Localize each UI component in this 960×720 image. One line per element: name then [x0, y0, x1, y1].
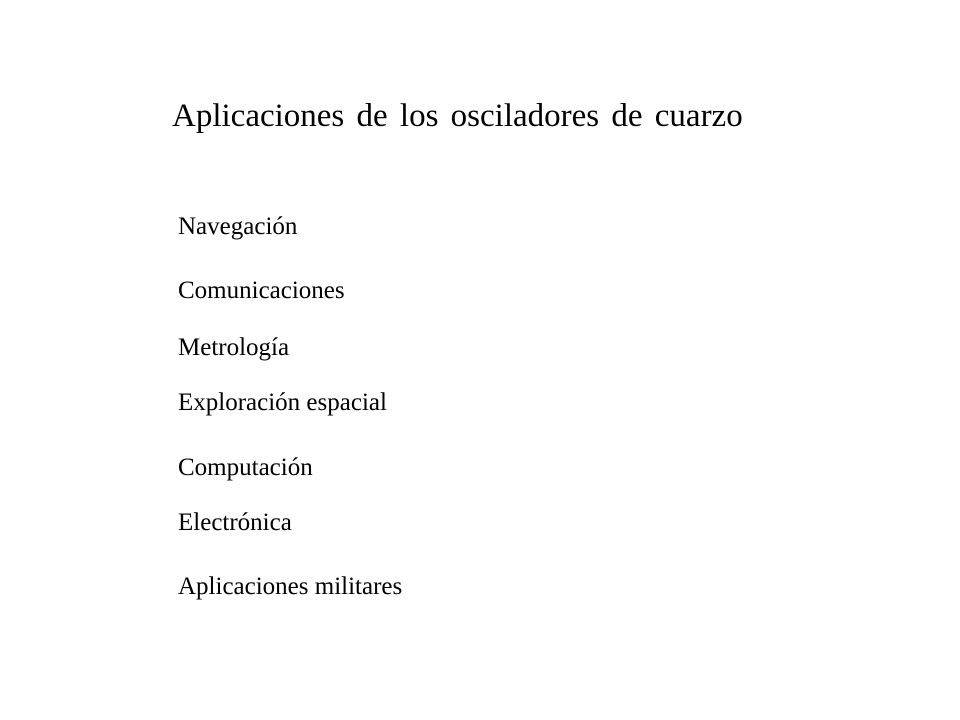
list-item: Comunicaciones — [178, 277, 345, 304]
list-item: Exploración espacial — [178, 389, 387, 416]
list-item: Metrología — [178, 334, 290, 361]
list-item: Aplicaciones militares — [178, 573, 403, 600]
slide-title: Aplicaciones de los osciladores de cuarzo — [172, 98, 743, 134]
list-item: Navegación — [178, 213, 298, 240]
list-item: Electrónica — [178, 509, 292, 536]
list-item: Computación — [178, 454, 313, 481]
